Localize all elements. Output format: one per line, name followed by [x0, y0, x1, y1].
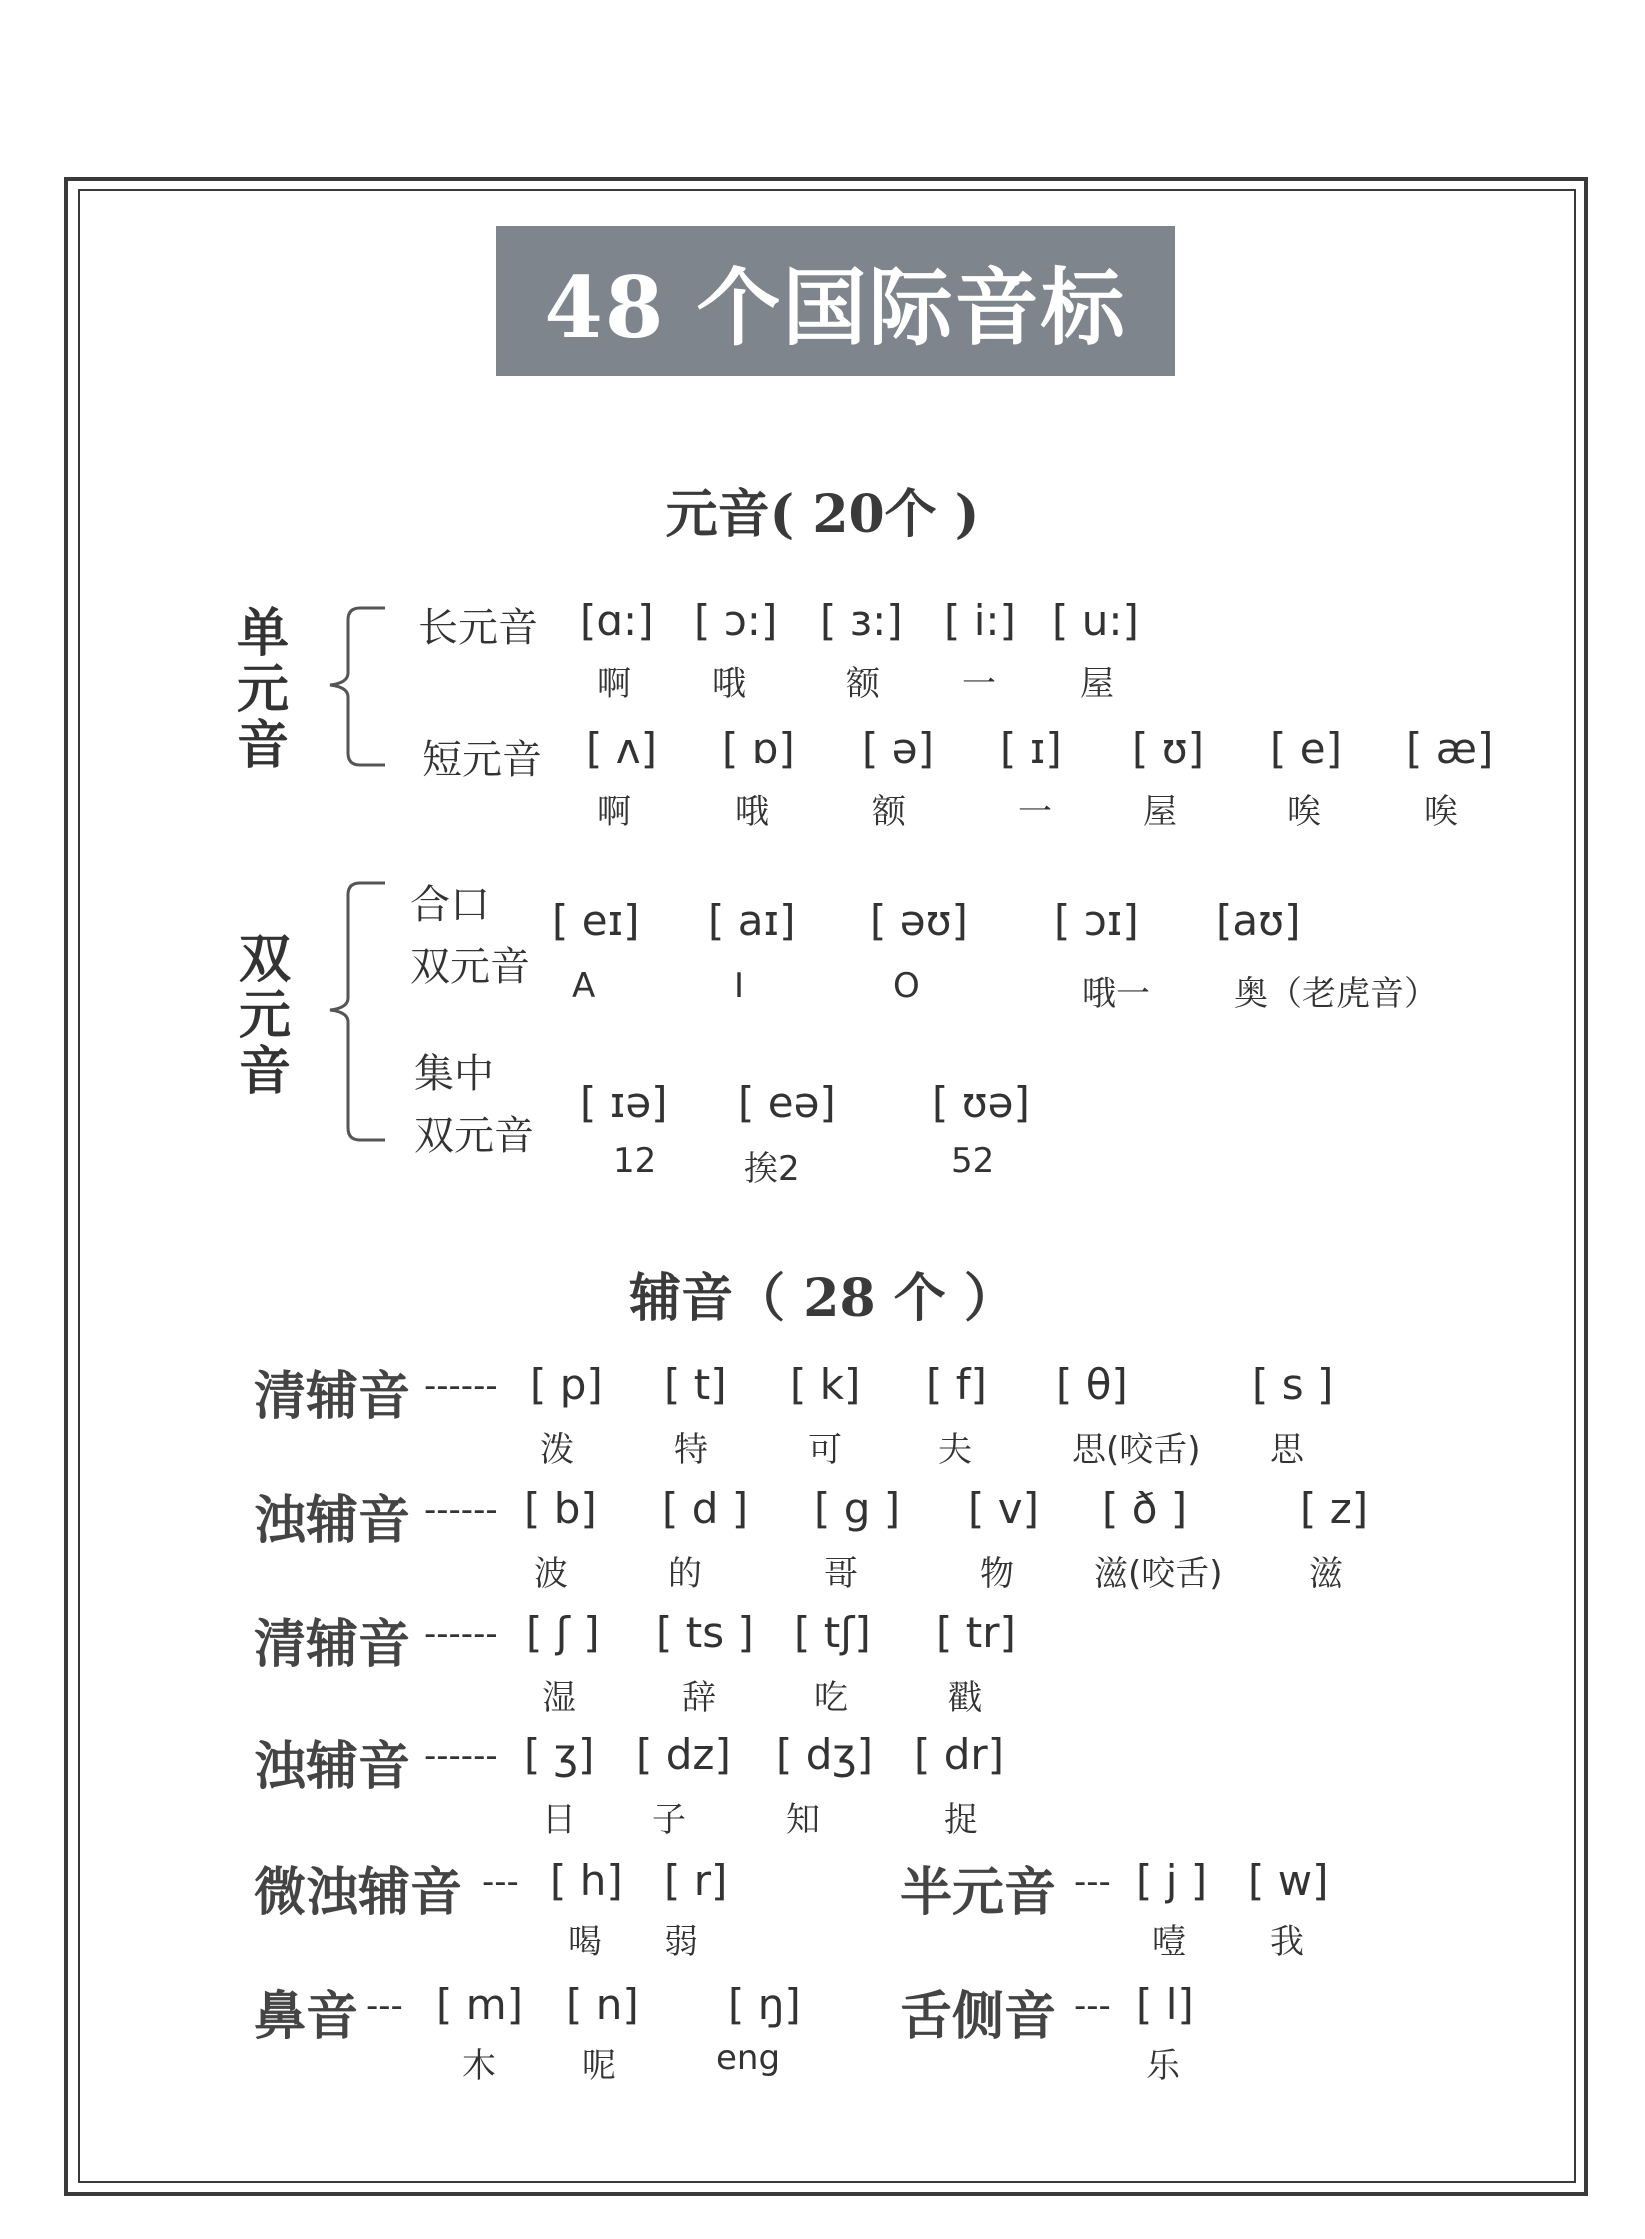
pronunciation-hint: 呢 — [582, 2046, 616, 2086]
ipa-symbol: [ ɪə] — [580, 1078, 668, 1127]
ipa-symbol: [ tʃ] — [794, 1608, 871, 1657]
ipa-symbol: [ k] — [790, 1360, 861, 1409]
ipa-symbol: [ aɪ] — [708, 896, 796, 945]
ipa-symbol: [ ɔ:] — [694, 596, 778, 645]
pronunciation-hint: 滋 — [1309, 1554, 1343, 1594]
ipa-symbol: [ r] — [664, 1856, 728, 1905]
ipa-symbol: [ ʌ] — [586, 724, 657, 773]
closing-diphthong-label-line1: 合口 — [410, 882, 490, 928]
pronunciation-hint: 哦一 — [1082, 974, 1150, 1014]
pronunciation-hint: 52 — [951, 1141, 995, 1181]
ipa-symbol: [ ɪ] — [1000, 724, 1062, 773]
ipa-symbol: [ æ] — [1406, 724, 1494, 773]
ipa-symbol: [ θ] — [1056, 1360, 1128, 1409]
ipa-symbol: [ tr] — [936, 1608, 1016, 1657]
ipa-symbol: [ ɔɪ] — [1054, 896, 1139, 945]
ipa-symbol: [ p] — [530, 1360, 603, 1409]
pronunciation-hint: 夫 — [938, 1430, 972, 1470]
pronunciation-hint: 喝 — [568, 1922, 602, 1962]
pronunciation-hint: 乐 — [1146, 2046, 1180, 2086]
ipa-symbol: [ d ] — [662, 1484, 749, 1533]
monophthong-label-text: 单元音 — [236, 603, 289, 776]
ipa-symbol: [ z] — [1300, 1484, 1369, 1533]
ipa-symbol: [ ts ] — [656, 1608, 754, 1657]
pronunciation-hint: 12 — [613, 1141, 657, 1181]
ipa-symbol: [ eɪ] — [552, 896, 640, 945]
consonant-category-label: 微浊辅音 — [254, 1862, 463, 1923]
pronunciation-hint: eng — [716, 2038, 781, 2078]
short-vowel-label: 短元音 — [422, 737, 542, 783]
pronunciation-hint: 波 — [534, 1554, 568, 1594]
centering-diphthong-label-line1: 集中 — [414, 1051, 494, 1097]
ipa-symbol: [ ŋ] — [728, 1980, 801, 2029]
category-dash: --- — [1074, 1986, 1111, 2026]
category-dash: --- — [366, 1986, 403, 2026]
pronunciation-hint: 唉 — [1287, 792, 1321, 832]
ipa-symbol: [ v] — [968, 1484, 1039, 1533]
ipa-symbol: [ n] — [566, 1980, 639, 2029]
pronunciation-hint: 物 — [980, 1554, 1014, 1594]
pronunciation-hint: 一 — [1018, 792, 1052, 832]
category-dash: ------ — [424, 1736, 498, 1776]
pronunciation-hint: 子 — [652, 1800, 686, 1840]
ipa-symbol: [ ɜ:] — [820, 596, 903, 645]
ipa-symbol: [ɑ:] — [580, 596, 654, 645]
pronunciation-hint: 额 — [846, 664, 880, 704]
pronunciation-hint: 特 — [674, 1430, 708, 1470]
ipa-symbol: [ e] — [1270, 724, 1342, 773]
closing-diphthong-label-line2: 双元音 — [410, 944, 530, 990]
diphthong-label — [237, 929, 297, 1102]
centering-diphthong-label — [414, 1043, 534, 1167]
ipa-symbol: [ t] — [664, 1360, 727, 1409]
ipa-symbol: [ ə] — [862, 724, 934, 773]
vowels-heading: 元音( 20个 ) — [665, 484, 980, 545]
pronunciation-hint: 哦 — [735, 792, 769, 832]
pronunciation-hint: 一 — [962, 664, 996, 704]
ipa-symbol: [ m] — [436, 1980, 524, 2029]
diphthong-brace — [300, 880, 390, 1145]
ipa-symbol: [ dz] — [636, 1730, 731, 1779]
pronunciation-hint: 屋 — [1143, 792, 1177, 832]
consonants-heading: 辅音（ 28 个 ） — [629, 1268, 1016, 1329]
category-dash: --- — [1074, 1862, 1111, 1902]
category-dash: ------ — [424, 1490, 498, 1530]
pronunciation-hint: 额 — [872, 792, 906, 832]
pronunciation-hint: 屋 — [1080, 664, 1114, 704]
pronunciation-hint: 戳 — [948, 1678, 982, 1718]
ipa-symbol: [ ʊə] — [932, 1078, 1030, 1127]
monophthong-label — [235, 603, 295, 776]
consonant-category-label: 清辅音 — [254, 1366, 411, 1427]
category-dash: ------ — [424, 1366, 498, 1406]
monophthong-brace — [300, 605, 390, 770]
centering-diphthong-label-line2: 双元音 — [414, 1113, 534, 1159]
ipa-symbol: [ ɒ] — [722, 724, 795, 773]
pronunciation-hint: 可 — [808, 1430, 842, 1470]
pronunciation-hint: 哥 — [824, 1554, 858, 1594]
pronunciation-hint: O — [893, 966, 920, 1006]
category-dash: --- — [482, 1862, 519, 1902]
ipa-symbol: [ dr] — [914, 1730, 1005, 1779]
pronunciation-hint: A — [572, 966, 596, 1006]
consonant-category-label: 半元音 — [900, 1862, 1057, 1923]
ipa-symbol: [ u:] — [1052, 596, 1139, 645]
ipa-symbol: [ b] — [524, 1484, 597, 1533]
pronunciation-hint: 木 — [462, 2046, 496, 2086]
ipa-symbol: [ s ] — [1252, 1360, 1334, 1409]
ipa-symbol: [ əʊ] — [870, 896, 968, 945]
pronunciation-hint: I — [734, 966, 745, 1006]
pronunciation-hint: 思 — [1270, 1430, 1304, 1470]
pronunciation-hint: 噎 — [1152, 1922, 1186, 1962]
pronunciation-hint: 唉 — [1424, 792, 1458, 832]
ipa-symbol: [ dʒ] — [776, 1730, 874, 1779]
consonant-category-label: 浊辅音 — [254, 1736, 411, 1797]
pronunciation-hint: 的 — [668, 1554, 702, 1594]
category-dash: ------ — [424, 1614, 498, 1654]
long-vowel-label: 长元音 — [418, 605, 538, 651]
ipa-symbol: [ ʒ] — [524, 1730, 595, 1779]
pronunciation-hint: 知 — [786, 1800, 820, 1840]
pronunciation-hint: 泼 — [540, 1430, 574, 1470]
page-title: 48 个国际音标 — [496, 226, 1175, 376]
ipa-symbol: [ ð ] — [1102, 1484, 1188, 1533]
consonant-category-label: 清辅音 — [254, 1614, 411, 1675]
pronunciation-hint: 我 — [1270, 1922, 1304, 1962]
ipa-symbol: [aʊ] — [1216, 896, 1301, 945]
pronunciation-hint: 挨2 — [744, 1149, 800, 1189]
pronunciation-hint: 思(咬舌) — [1072, 1430, 1201, 1470]
pronunciation-hint: 哦 — [712, 664, 746, 704]
ipa-symbol: [ f] — [926, 1360, 987, 1409]
pronunciation-hint: 弱 — [664, 1922, 698, 1962]
pronunciation-hint: 湿 — [542, 1678, 576, 1718]
ipa-symbol: [ eə] — [738, 1078, 836, 1127]
ipa-symbol: [ g ] — [814, 1484, 901, 1533]
pronunciation-hint: 辞 — [682, 1678, 716, 1718]
ipa-symbol: [ j ] — [1136, 1856, 1208, 1905]
pronunciation-hint: 啊 — [597, 664, 631, 704]
ipa-symbol: [ h] — [550, 1856, 623, 1905]
pronunciation-hint: 吃 — [814, 1678, 848, 1718]
consonant-category-label: 浊辅音 — [254, 1490, 411, 1551]
pronunciation-hint: 奥（老虎音） — [1234, 974, 1438, 1014]
ipa-symbol: [ i:] — [944, 596, 1016, 645]
closing-diphthong-label — [410, 874, 530, 998]
pronunciation-hint: 滋(咬舌) — [1094, 1554, 1223, 1594]
ipa-symbol: [ w] — [1248, 1856, 1329, 1905]
diphthong-label-text: 双元音 — [238, 929, 291, 1102]
consonant-category-label: 鼻音 — [254, 1986, 359, 2047]
pronunciation-hint: 捉 — [944, 1800, 978, 1840]
ipa-symbol: [ ʃ ] — [526, 1608, 600, 1657]
ipa-symbol: [ ʊ] — [1132, 724, 1205, 773]
consonant-category-label: 舌侧音 — [900, 1986, 1057, 2047]
ipa-symbol: [ l] — [1136, 1980, 1194, 2029]
pronunciation-hint: 啊 — [597, 792, 631, 832]
pronunciation-hint: 日 — [542, 1800, 576, 1840]
